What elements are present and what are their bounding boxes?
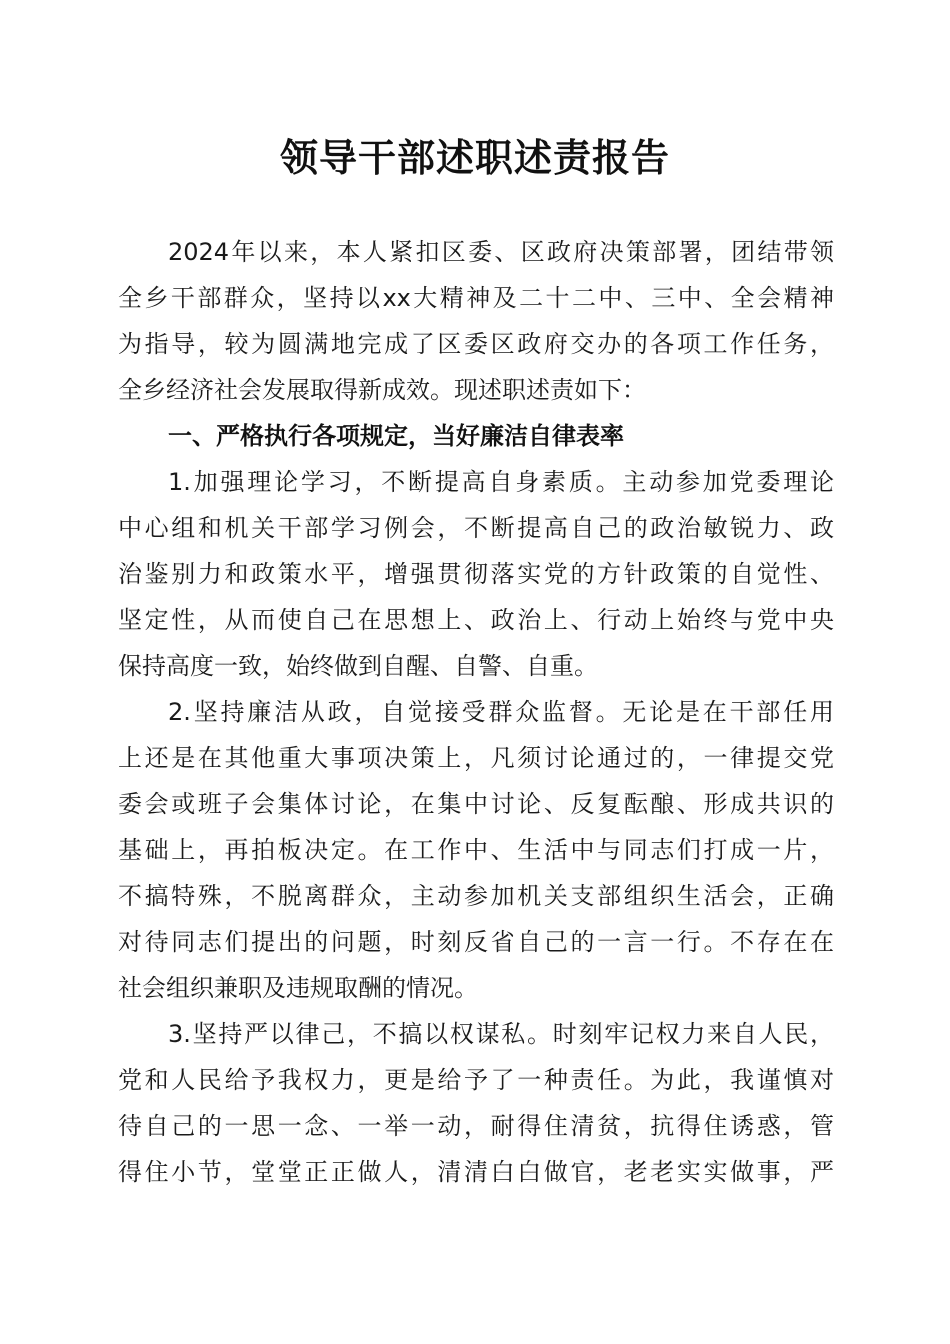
paragraph-line: 3.坚持严以律己，不搞以权谋私。时刻牢记权力来自人民， — [168, 1020, 834, 1048]
paragraph-line: 中心组和机关干部学习例会，不断提高自己的政治敏锐力、政 — [118, 514, 834, 542]
paragraph-line: 待自己的一思一念、一举一动，耐得住清贫，抗得住诱惑，管 — [118, 1112, 834, 1140]
paragraph-line: 对待同志们提出的问题，时刻反省自己的一言一行。不存在在 — [118, 928, 834, 956]
paragraph-line: 党和人民给予我权力，更是给予了一种责任。为此，我谨慎对 — [118, 1066, 834, 1094]
paragraph-line: 上还是在其他重大事项决策上，凡须讨论通过的，一律提交党 — [118, 744, 834, 772]
document-title: 领导干部述职述责报告 — [279, 135, 670, 180]
paragraph-line: 委会或班子会集体讨论，在集中讨论、反复酝酿、形成共识的 — [118, 790, 834, 818]
paragraph-line: 得住小节，堂堂正正做人，清清白白做官，老老实实做事，严 — [118, 1158, 834, 1186]
paragraph-line: 为指导，较为圆满地完成了区委区政府交办的各项工作任务， — [118, 330, 834, 358]
paragraph-line: 不搞特殊，不脱离群众，主动参加机关支部组织生活会，正确 — [118, 882, 834, 910]
paragraph-line: 保持高度一致，始终做到自醒、自警、自重。 — [118, 652, 598, 680]
paragraph-line: 坚定性，从而使自己在思想上、政治上、行动上始终与党中央 — [118, 606, 834, 634]
section-heading: 一、严格执行各项规定，当好廉洁自律表率 — [168, 422, 624, 450]
paragraph-line: 1.加强理论学习，不断提高自身素质。主动参加党委理论 — [168, 468, 834, 496]
paragraph-line: 2.坚持廉洁从政，自觉接受群众监督。无论是在干部任用 — [168, 698, 834, 726]
paragraph-line: 治鉴别力和政策水平，增强贯彻落实党的方针政策的自觉性、 — [118, 560, 834, 588]
paragraph-line: 全乡经济社会发展取得新成效。现述职述责如下： — [118, 376, 646, 404]
paragraph-line: 基础上，再拍板决定。在工作中、生活中与同志们打成一片， — [118, 836, 834, 864]
paragraph-line: 社会组织兼职及违规取酬的情况。 — [118, 974, 478, 1002]
paragraph-line: 2024年以来，本人紧扣区委、区政府决策部署，团结带领 — [168, 238, 834, 266]
paragraph-line: 全乡干部群众，坚持以xx大精神及二十二中、三中、全会精神 — [118, 284, 834, 312]
